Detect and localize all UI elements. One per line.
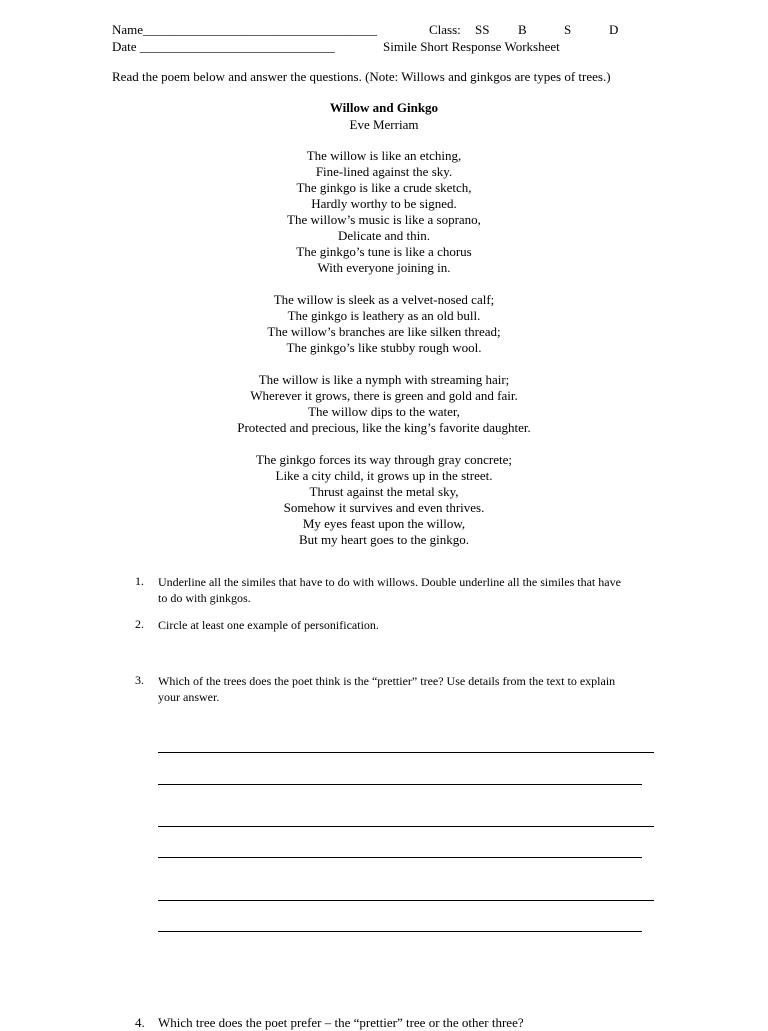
poem-stanza-1 [0, 148, 768, 276]
question-line: Which tree does the poet prefer – the “prettier” tree or the other three? [158, 1015, 524, 1030]
question-line: Underline all the similes that have to do with willows. Double underline all the similes that have [158, 575, 621, 589]
answer-line[interactable] [158, 826, 654, 827]
poem-line: The willow is like a nymph with streaming hair; [258, 372, 510, 387]
poem-line: Fine-lined against the sky. [315, 164, 453, 179]
answer-line[interactable] [158, 857, 642, 858]
poem-line: The ginkgo is like a crude sketch, [296, 180, 472, 195]
worksheet-title: Simile Short Response Worksheet [383, 39, 560, 54]
question-3-text [158, 673, 658, 705]
question-line: Which of the trees does the poet think is the “prettier” tree? Use details from the text to explain [158, 674, 616, 688]
name-field-label: Name____________________________________ [112, 22, 378, 37]
instructions: Read the poem below and answer the questions. (Note: Willows and ginkgos are types of trees.) [112, 69, 611, 84]
question-1-number: 1. [135, 574, 144, 588]
poem-line: Somehow it survives and even thrives. [283, 500, 485, 515]
question-line: Circle at least one example of personification. [158, 618, 379, 632]
poem-author: Eve Merriam [349, 117, 419, 132]
poem-line: The ginkgo’s tune is like a chorus [296, 244, 472, 259]
poem-line: The willow’s music is like a soprano, [287, 212, 481, 227]
answer-line[interactable] [158, 931, 642, 932]
answer-line[interactable] [158, 900, 654, 901]
poem-line: But my heart goes to the ginkgo. [298, 532, 470, 547]
poem-stanza-4 [0, 452, 768, 548]
class-option-s: S [564, 22, 572, 37]
poem-line: Protected and precious, like the king’s favorite daughter. [237, 420, 531, 435]
poem-line: The willow’s branches are like silken thread; [267, 324, 501, 339]
poem-line: With everyone joining in. [317, 260, 451, 275]
poem-line: Like a city child, it grows up in the street. [275, 468, 493, 483]
class-option-ss: SS [475, 22, 490, 37]
poem-line: My eyes feast upon the willow, [302, 516, 466, 531]
question-line: your answer. [158, 690, 220, 704]
poem-line: The willow is like an etching, [306, 148, 462, 163]
question-4-number: 4. [135, 1015, 145, 1030]
poem-line: The ginkgo’s like stubby rough wool. [286, 340, 482, 355]
poem-line: The ginkgo is leathery as an old bull. [287, 308, 481, 323]
poem-line: Delicate and thin. [337, 228, 431, 243]
class-option-b: B [518, 22, 527, 37]
class-option-d: D [609, 22, 619, 37]
question-2-number: 2. [135, 617, 144, 631]
answer-line[interactable] [158, 752, 654, 753]
question-3-number: 3. [135, 673, 144, 687]
answer-line[interactable] [158, 784, 642, 785]
poem-line: Thrust against the metal sky, [309, 484, 459, 499]
poem-stanza-3 [0, 372, 768, 436]
question-1-text [158, 574, 658, 606]
poem-line: Wherever it grows, there is green and gold and fair. [250, 388, 518, 403]
question-4-text [158, 1015, 658, 1031]
poem-stanza-2 [0, 292, 768, 356]
class-label: Class: [429, 22, 461, 37]
date-field-label: Date ______________________________ [112, 39, 335, 54]
poem-line: The ginkgo forces its way through gray concrete; [256, 452, 512, 467]
poem-title: Willow and Ginkgo [329, 100, 439, 115]
poem-line: The willow is sleek as a velvet-nosed calf; [273, 292, 495, 307]
question-2-text [158, 617, 658, 633]
question-line: to do with ginkgos. [158, 591, 251, 605]
poem-line: The willow dips to the water, [308, 404, 460, 419]
poem-line: Hardly worthy to be signed. [311, 196, 457, 211]
